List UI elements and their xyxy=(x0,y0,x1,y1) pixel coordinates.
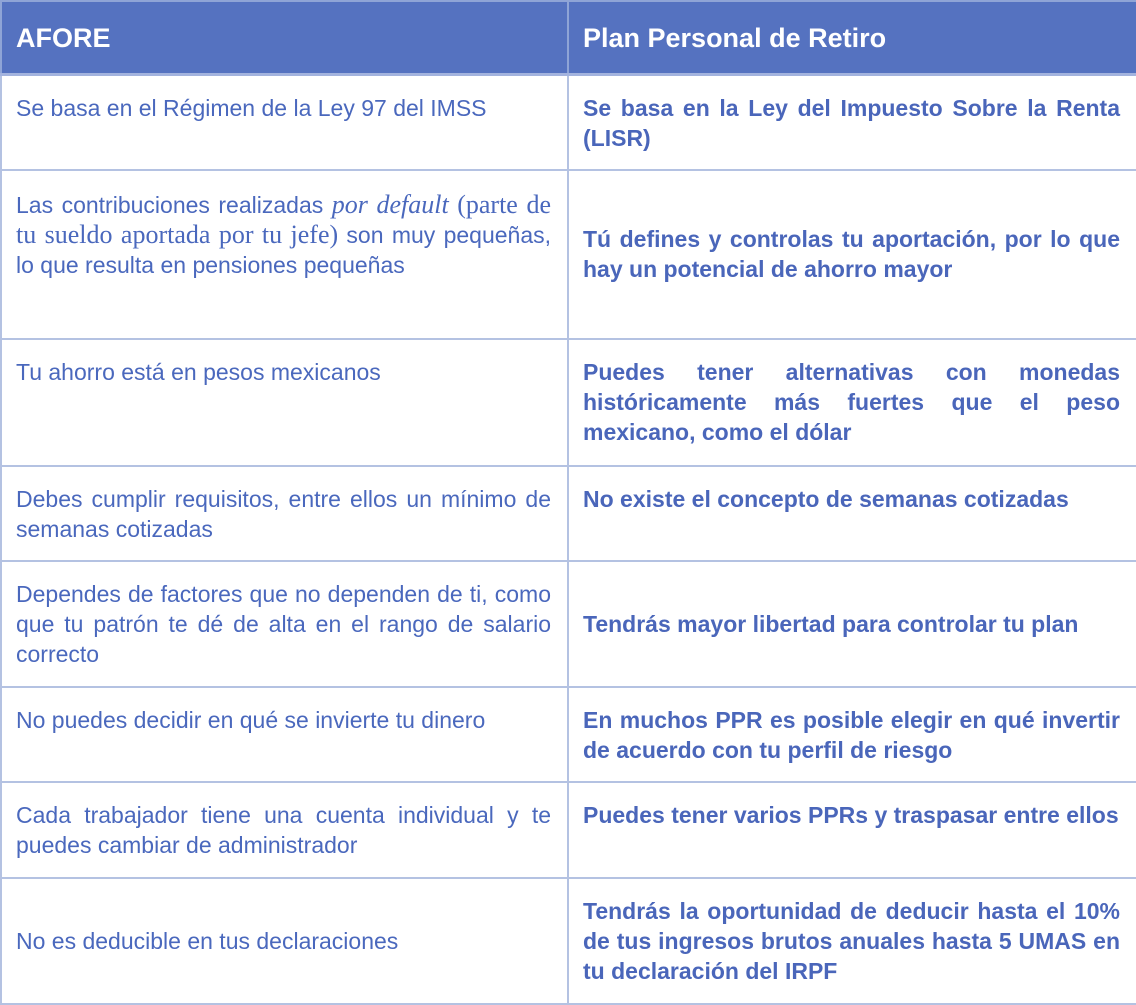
table-row xyxy=(1,561,1136,687)
afore-cell: No puedes decidir en qué se invierte tu dinero xyxy=(1,687,568,782)
table-row xyxy=(1,466,1136,561)
ppr-cell: Puedes tener varios PPRs y traspasar entre ellos xyxy=(568,782,1136,878)
afore-text-serif: (parte de tu sueldo aportada por tu jefe) xyxy=(16,189,551,249)
ppr-cell: Se basa en la Ley del Impuesto Sobre la Renta (LISR) xyxy=(568,75,1136,170)
afore-cell: Se basa en el Régimen de la Ley 97 del IMSS xyxy=(1,75,568,170)
afore-text-italic: por default xyxy=(331,189,449,219)
afore-cell: Debes cumplir requisitos, entre ellos un mínimo de semanas cotizadas xyxy=(1,466,568,561)
ppr-cell: Tú defines y controlas tu aportación, por lo que hay un potencial de ahorro mayor xyxy=(568,170,1136,339)
afore-cell: No es deducible en tus declaraciones xyxy=(1,878,568,1004)
table-row xyxy=(1,170,1136,339)
table-row xyxy=(1,782,1136,878)
table-row xyxy=(1,339,1136,466)
table-row xyxy=(1,75,1136,170)
afore-cell: Dependes de factores que no dependen de ti, como que tu patrón te dé de alta en el rango de salario correcto xyxy=(1,561,568,687)
ppr-cell: No existe el concepto de semanas cotizadas xyxy=(568,466,1136,561)
afore-text: son muy pequeñas, lo que resulta en pensiones pequeñas xyxy=(16,221,551,278)
afore-cell: Cada trabajador tiene una cuenta individual y te puedes cambiar de administrador xyxy=(1,782,568,878)
afore-cell: Tu ahorro está en pesos mexicanos xyxy=(1,339,568,466)
header-ppr: Plan Personal de Retiro xyxy=(568,1,1136,75)
ppr-cell: Puedes tener alternativas con monedas históricamente más fuertes que el peso mexicano, como el dólar xyxy=(568,339,1136,466)
table-row xyxy=(1,687,1136,782)
table-row xyxy=(1,878,1136,1004)
ppr-cell: En muchos PPR es posible elegir en qué invertir de acuerdo con tu perfil de riesgo xyxy=(568,687,1136,782)
ppr-cell: Tendrás mayor libertad para controlar tu plan xyxy=(568,561,1136,687)
afore-cell xyxy=(1,170,568,339)
header-row xyxy=(1,1,1136,75)
header-afore: AFORE xyxy=(1,1,568,75)
ppr-cell: Tendrás la oportunidad de deducir hasta el 10% de tus ingresos brutos anuales hasta 5 UMAS en tu declaración del IRPF xyxy=(568,878,1136,1004)
afore-text: Las contribuciones realizadas xyxy=(16,191,332,218)
